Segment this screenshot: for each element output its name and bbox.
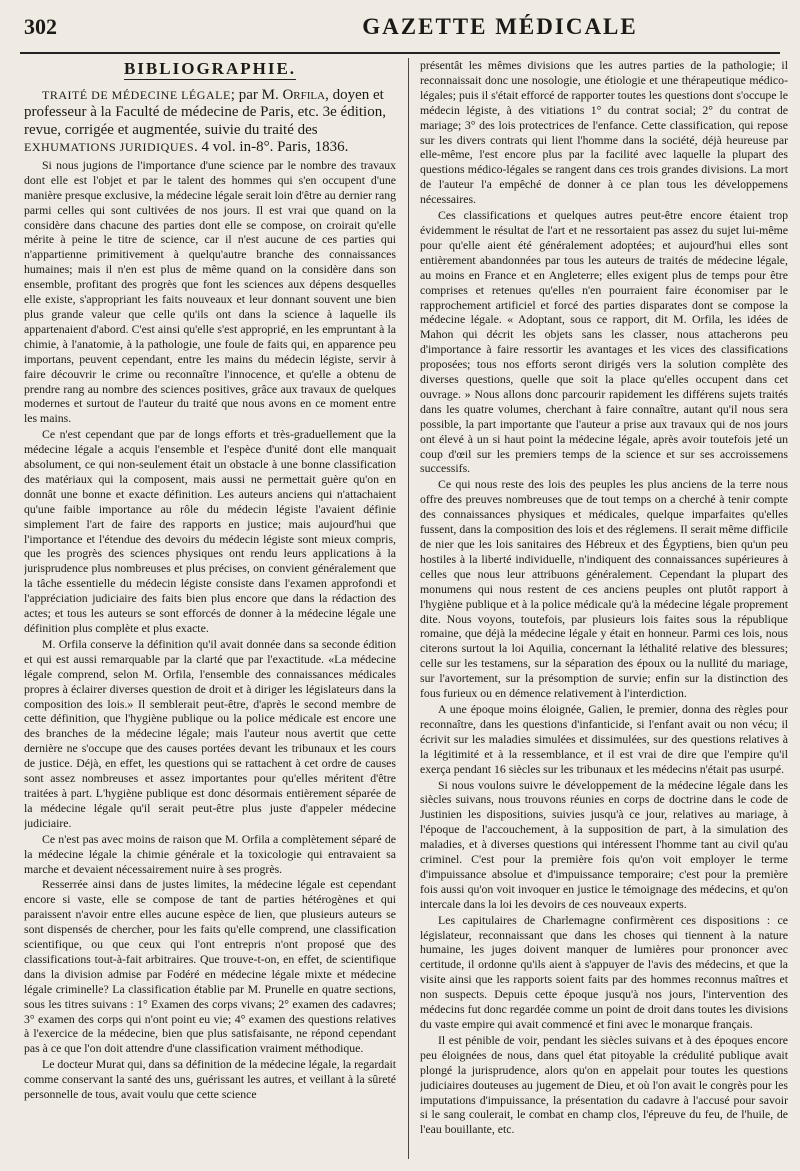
paragraph: Si nous voulons suivre le développement de la médecine légale dans les siècles suivans, nous trouvons réunies en corps de doctrine dans le code de Justinien les dispositions, suivies jusqu'à ce jour, relatives au mariage, à l'époque de l'accouchement, à la supposition de part, à la simulation des maladies, et à diverses questions qui intéressent l'homme tant au civil qu'au criminel. C'est pour la première fois qu'on voit employer le terme d'impuissance absolue et d'impuissance temporaire; c'est pour la première fois aussi qu'on voit invoquer en justice le témoignage des médecins, et qu'on intercale dans la loi les devoirs de ces nouveaux experts. <box>420 777 788 911</box>
right-column <box>420 58 788 1159</box>
left-column <box>24 58 396 1159</box>
book-author: Orfila <box>282 86 326 103</box>
book-publication: . 4 vol. in-8°. Paris, 1836. <box>194 139 349 156</box>
book-exhumations: EXHUMATIONS JURIDIQUES <box>24 140 194 155</box>
paragraph: Les capitulaires de Charlemagne confirmèrent ces dispositions : ce législateur, reconnaissant que dans les choses qui tiennent à la nature humaine, les juges doivent manquer de lumières pour prononcer avec certitude, il ordonne qu'ils aient à s'appuyer de l'avis des médecins, et que la visite ainsi que les rapports soient faits par des hommes reconnus maîtres et non suspects. Depuis cette époque jusqu'à nos jours, l'intervention des médecins fut donc regardée comme un point de droit dans toutes les divisions du vaste empire qui avait commencé et fini avec le monarque français. <box>420 912 788 1031</box>
book-title: TRAITÉ DE MÉDECINE LÉGALE <box>42 87 231 102</box>
page-header <box>0 0 800 52</box>
paragraph: Ce n'est pas avec moins de raison que M. Orfila a complètement séparé de la médecine légale la chimie générale et la toxicologie qui entravaient sa marche et devaient nécessairement nuire à ses progrès. <box>24 831 396 876</box>
paragraph: présentât les mêmes divisions que les autres parties de la pathologie; il reconnaissait donc une nosologie, une étiologie et une thérapeutique médico-légales; puis il s'était efforcé de rapporter toutes les questions dont s'occupe le médecin légiste, à des vitiations 1° du contrat social; 2° du contrat de mariage; 3° des lois protectrices de l'enfance. Cette classification, qui repose sur les divers contrats qui lient l'homme dans la société, déjà heureuse par elle-même, l'est encore plus par la facilité avec laquelle la plupart des questions médico-légales se rangent dans ces trois grandes divisions. La mort de l'auteur l'a empêché de donner à ce plan tous les développemens nécessaires. <box>420 58 788 207</box>
paragraph: Il est pénible de voir, pendant les siècles suivans et à des époques encore peu éloignées de nous, dans quel état pitoyable la crédulité publique avait plongé la jurisprudence, alors qu'on en appelait pour toutes les questions judiciaires douteuses au jugement de Dieu, et où l'on avait le congrès pour les imputations d'impuissance, la présentation du cadavre à l'accusé pour savoir si le sang coulerait, le combat en champ clos, l'épreuve du feu, de l'huile, de l'eau bouillante, etc. <box>420 1032 788 1137</box>
paragraph: A une époque moins éloignée, Galien, le premier, donna des règles pour reconnaître, dans les questions d'infanticide, si l'enfant avait ou non vécu; il écrivit sur les maladies simulées et dissimulées, sur des questions relatives à la légitimité et à la ressemblance, et il est vrai de dire que l'empire qu'il exerça pendant 16 siècles sur les tribunaux et les médecins n'était pas usurpé. <box>420 701 788 776</box>
book-details: , doyen et professeur à la Faculté de médecine de Paris, etc. 3e édition, revue, corrigée et augmentée, suivie du traité des <box>24 86 386 138</box>
column-divider <box>408 58 409 1159</box>
book-by: ; par M. <box>230 86 279 103</box>
paragraph: Si nous jugions de l'importance d'une science par le nombre des travaux dont elle est l'objet et par le talent des hommes qui s'en occupent d'une manière presque exclusive, la médecine légale serait loin d'être au dernier rang parmi celles qui sont cultivées de nos jours. Il est vrai que quand on la considère dans chacune des parties dont elle se compose, on croirait qu'elle mérite à peine le titre de science, car il n'est aucune de ces parties qui n'appartienne primitivement à quelqu'autre branche des connaissances humaines; mais il n'en est plus de même quand on la considère dans son ensemble, profitant des progrès que font les sciences aux dépens desquelles elle existe, s'appropriant les faits nouveaux et leur donnant souvent une bien plus grande valeur que celle qu'ils ont dans la science à laquelle ils appartenaient d'abord. C'est ainsi qu'elle s'est approprié, en les empruntant à la chimie, à l'anatomie, à la pathologie, une foule de faits qui, en apparence peu importans, peuvent cependant, entre les mains du médecin légiste, servir à faire découvrir le crime ou reconnaître l'innocence, et qu'elle a obtenu de prendre rang au nombre des sciences positives, grâce aux travaux de quelques modernes et surtout de l'auteur du traité que nous avons en ce moment entre les mains. <box>24 157 396 426</box>
paragraph: Resserrée ainsi dans de justes limites, la médecine légale est cependant encore si vaste, elle se compose de tant de parties hétérogènes et qui paraissent n'avoir entre elles aucune espèce de lien, que plusieurs auteurs se sont dispensés de chercher, pour les faits qu'elle comprend, une classification scientifique, ou que ceux qui l'ont entrepris n'ont proposé que des classifications tout-à-fait arbitraires. Que trouve-t-on, en effet, de scientifique dans la division admise par Fodéré en médecine légale mixte et médecine légale criminelle? La classification établie par M. Prunelle en quatre sections, sous les titres suivans : 1° Examen des corps vivans; 2° examen des cadavres; 3° examen des corps qui n'ont point eu vie; 4° examen des questions relatives à l'exercice de la médecine, bien que plus satisfaisante, ne répond cependant pas à ce que l'on doit attendre d'une classification vraiment méthodique. <box>24 877 396 1056</box>
paragraph: Ces classifications et quelques autres peut-être encore étaient trop évidemment le résultat de l'art et ne ressortaient pas assez du sujet lui-même pour qu'elle aient été généralement adoptées; et aujourd'hui elles sont entièrement abandonnées par tous les auteurs de traités de médecine légale, au moins en France et en Angleterre; elles exigent plus de temps pour être comprises et retenues qu'elles n'en pourraient faire économiser par le rapprochement artificiel et forcé des parties disparates dont se compose la médecine légale. « Adoptant, sous ce rapport, dit M. Orfila, les idées de Mahon qui décrit les objets sans les classer, nous attacherons peu d'importance à faire ressortir les avantages et les vices des classifications proposées; tous nos efforts seront dirigés vers la solution complète des diverses questions, quelle que soit la place qu'elles occupent dans cet ouvrage. » Nous allons donc parcourir rapidement les différens sujets traités dans les quatre volumes, cherchant à faire connaître, autant qu'il nous sera possible, la part importante que l'auteur a prise aux travaux qui de nos jours ont élevé à un si haut point la médecine légale, après avoir toutefois jeté un coup d'œil sur les premiers temps de la science et sur ses accroissemens successifs. <box>420 208 788 476</box>
paragraph: Ce n'est cependant que par de longs efforts et très-graduellement que la médecine légale a acquis l'ensemble et l'espèce d'unité dont elle manquait absolument, ce qui non-seulement était un obstacle à une bonne classification des matériaux qui la composent, mais aussi ne permettait guère qu'on en donnât une bonne et exacte définition. Les auteurs anciens qui n'attachaient qu'une faible importance au rôle du médecin légiste l'avaient définie simplement l'art de faire des rapports en justice; mais aujourd'hui que l'importance et l'étendue des devoirs du médecin légiste sont mieux compris, que les progrès des sciences physiques ont rendu leurs applications à la jurisprudence plus nombreuses et plus précises, on convient généralement que la tâche essentielle du médecin légiste consiste dans l'examen approfondi et l'appréciation judiciaire des faits bien plus encore que dans la rédaction des actes; et tous les auteurs se sont efforcés de donner à la médecine légale une définition plus complète et plus exacte. <box>24 427 396 635</box>
page-number: 302 <box>24 14 57 39</box>
book-reference <box>24 87 396 157</box>
journal-title: GAZETTE MÉDICALE <box>362 14 638 39</box>
paragraph: Le docteur Murat qui, dans sa définition de la médecine légale, la regardait comme conservant la santé des uns, guérissant les autres, et veillant à la sûreté personnelle de tous, avait voulu que cette science <box>24 1057 396 1102</box>
paragraph: M. Orfila conserve la définition qu'il avait donnée dans sa seconde édition et qui est aussi remarquable par la clarté que par l'exactitude. «La médecine légale comprend, selon M. Orfila, l'ensemble des connaissances médicales propres à éclairer diverses question de droit et à diriger les législateurs dans la composition des lois.» Il semblerait peut-être, d'après le second membre de cette définition, que l'hygiène publique ou la police médicale est encore une des branches de la médecine légale; mais l'auteur nous avertit que cette dernière ne s'occupe que des causes portées devant les tribunaux et les cours de justice. Déjà, en effet, les questions qui se rattachent à cet ordre de causes sont assez nombreuses et assez importantes pour qu'elles méritent d'être traitées à part. L'hygiène publique est donc désormais entièrement séparée de la médecine légale qu'il serait peut-être plus juste d'appeler médecine judiciaire. <box>24 636 396 830</box>
section-title-text: BIBLIOGRAPHIE. <box>123 59 297 78</box>
section-title <box>24 59 396 78</box>
paragraph: Ce qui nous reste des lois des peuples les plus anciens de la terre nous offre des preuves nombreuses que de tout temps on a cherché à tenir compte des connaissances physiques et médicales, quelque imparfaites qu'elles fussent, dans la composition des lois et des réglemens. Il serait même difficile de nier que les lois sanitaires des Hébreux et des Égyptiens, bien qu'un peu hostiles à la liberté individuelle, n'indiquent des connaissances supérieures à celles que nous leur attribuons généralement. Cependant la plupart des monumens qui nous restent de ces anciens peuples ont plutôt rapport à l'hygiène publique et à la police médicale qu'à la médecine légale proprement dite. Nous voyons, toutefois, par plusieurs lois faites sous la république romaine, que déjà la médecine légale y était en honneur. Parmi ces lois, nous citerons surtout la loi Aquilia, concernant la léthalité relative des blessures; celle sur les testamens, sur la séparation des époux ou la nullité du mariage, sur l'avortement, sur la présomption de survie; enfin sur la distinction des fous furieux ou en démence relativement à l'interdiction. <box>420 477 788 701</box>
header-rule <box>20 52 780 54</box>
